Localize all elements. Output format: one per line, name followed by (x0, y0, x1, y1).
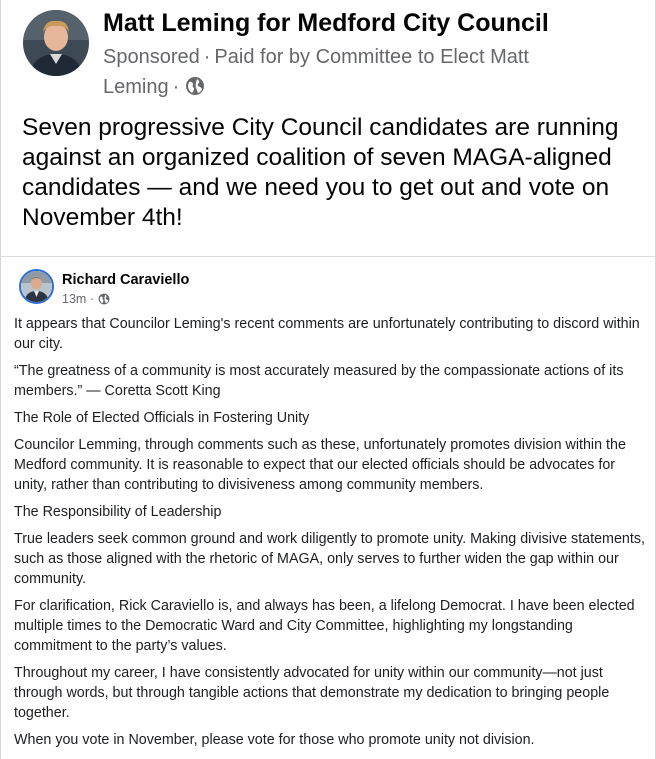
meta-separator: · (203, 46, 211, 68)
post-body (14, 314, 646, 757)
globe-icon[interactable] (185, 75, 205, 105)
post-paragraph: When you vote in November, please vote for those who promote unity not division. (14, 732, 535, 748)
post-paragraph: True leaders seek common ground and work diligently to promote unity. Making divisive statements, such as those aligned with the rhetoric of MAGA, only serves to further widen the gap within our community. (14, 531, 645, 587)
post-paragraph: The Role of Elected Officials in Fostering Unity (14, 410, 310, 426)
author-avatar[interactable] (19, 269, 54, 304)
post-paragraph: “The greatness of a community is most accurately measured by the compassionate actions of its members.” — Coretta Scott King (14, 363, 624, 399)
sponsored-post (1, 0, 656, 256)
post-paragraph: For clarification, Rick Caraviello is, and always has been, a lifelong Democrat. I have been elected multiple times to the Democratic Ward and City Committee, highlighting my longstanding commitment to the party’s values. (14, 598, 635, 654)
ad-body-text: Seven progressive City Council candidates are running against an organized coalition of seven MAGA-aligned candidates — and we need you to get out and vote on November 4th! (22, 114, 619, 231)
sponsored-label[interactable]: Sponsored (103, 46, 200, 68)
meta-separator: · (172, 76, 180, 98)
page-avatar[interactable] (23, 10, 89, 76)
meta-separator: · (89, 292, 94, 306)
section-divider (1, 256, 656, 257)
post-meta (62, 292, 110, 308)
post-paragraph: The Responsibility of Leadership (14, 504, 222, 520)
author-name-link[interactable]: Richard Caraviello (62, 272, 190, 288)
post-timestamp[interactable]: 13m (62, 292, 87, 306)
post-paragraph: Councilor Lemming, through comments such as these, unfortunately promotes division within the Medford community. It is reasonable to expect that our elected officials should be advocates for unity, rather than contributing to divisiveness among community members. (14, 437, 626, 493)
globe-icon[interactable] (98, 293, 110, 308)
page-name-link[interactable]: Matt Leming for Medford City Council (103, 9, 549, 37)
ad-meta (103, 42, 603, 105)
paid-for-disclaimer[interactable]: Paid for by Committee to Elect Matt (214, 46, 529, 68)
post-paragraph: It appears that Councilor Leming's recent comments are unfortunately contributing to discord within our city. (14, 316, 640, 352)
post-paragraph: Throughout my career, I have consistently advocated for unity within our community—not just through words, but through tangible actions that demonstrate my dedication to bringing people together. (14, 665, 610, 721)
paid-for-disclaimer-cont[interactable]: Leming (103, 76, 169, 98)
